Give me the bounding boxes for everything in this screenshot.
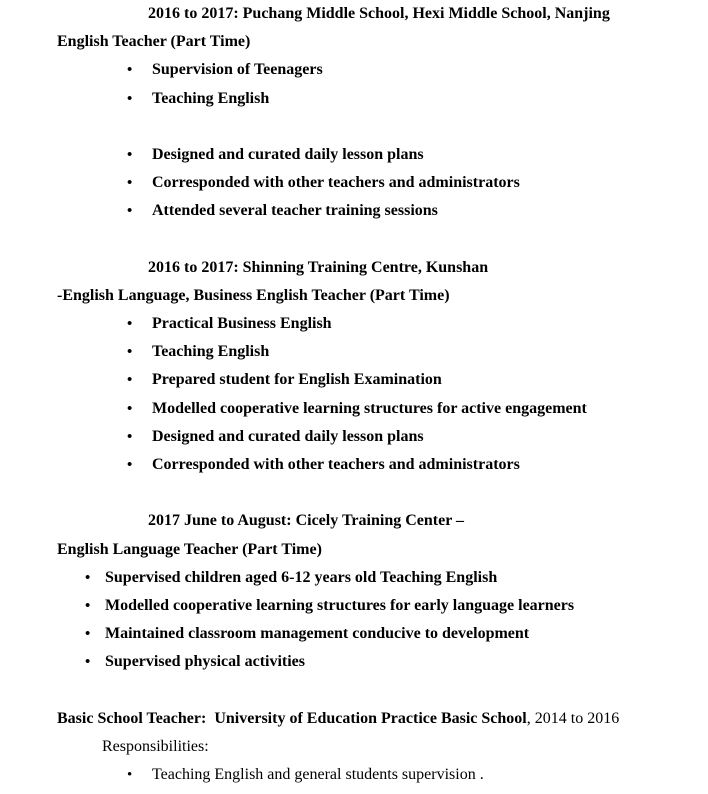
section-heading-text: 2017 June to August: Cicely Training Center – <box>148 512 465 530</box>
bullet-item-text: Designed and curated daily lesson plans <box>152 427 424 445</box>
section-heading-text: 2016 to 2017: Puchang Middle School, Hexi Middle School, Nanjing <box>148 5 610 22</box>
bullet-item <box>0 648 708 676</box>
bullet-item <box>0 451 708 479</box>
text-segment: , 2014 to 2016 <box>526 709 620 727</box>
paragraph-text: English Teacher (Part Time) <box>57 33 251 51</box>
bullet-item <box>0 423 708 451</box>
bullet-item <box>0 85 708 113</box>
bullet-item <box>0 338 708 366</box>
bullet-item <box>0 564 708 592</box>
bullet-item-text: Prepared student for English Examination <box>152 371 442 389</box>
bullet-item-text: Practical Business English <box>152 315 332 333</box>
blank-line <box>0 226 708 254</box>
bullet-icon: • <box>127 175 133 192</box>
paragraph <box>0 536 708 564</box>
bullet-icon: • <box>127 457 133 473</box>
bullet-item-text: Modelled cooperative learning structures for early language learners <box>105 596 575 614</box>
paragraph <box>0 733 708 761</box>
bullet-item-text: Supervised children aged 6-12 years old Teaching English <box>105 568 498 586</box>
bullet-icon: • <box>127 62 133 79</box>
section-heading <box>0 0 708 28</box>
bullet-item <box>0 141 708 169</box>
bullet-icon: • <box>127 428 133 445</box>
paragraph-text: English Language Teacher (Part Time) <box>57 540 322 558</box>
paragraph-text: -English Language, Business English Teacher (Part Time) <box>57 286 450 304</box>
bullet-item-text: Supervised physical activities <box>105 653 306 671</box>
bullet-icon: • <box>127 316 133 333</box>
bullet-item-text: Modelled cooperative learning structures for active engagement <box>152 399 587 417</box>
bullet-icon: • <box>127 203 133 220</box>
bullet-item <box>0 761 708 789</box>
section-heading <box>0 507 708 535</box>
blank-line <box>0 479 708 507</box>
bullet-icon: • <box>127 372 133 389</box>
bullet-item-text: Corresponded with other teachers and administrators <box>152 174 520 192</box>
bullet-item <box>0 56 708 84</box>
section-heading <box>0 254 708 282</box>
bullet-item <box>0 169 708 197</box>
bullet-icon: • <box>85 654 91 671</box>
bullet-item-text: Maintained classroom management conducive to development <box>105 625 530 643</box>
bullet-icon: • <box>85 626 91 643</box>
paragraph <box>0 28 708 56</box>
bullet-item-text: Supervision of Teenagers <box>152 61 323 79</box>
bullet-icon: • <box>127 400 133 417</box>
paragraph <box>0 282 708 310</box>
paragraph-text: Responsibilities: <box>102 737 209 755</box>
bullet-item <box>0 310 708 338</box>
text-segment: Basic School Teacher: University of Education Practice Basic School <box>57 709 527 727</box>
bullet-item-text: Teaching English <box>152 89 270 107</box>
bullet-icon: • <box>85 569 91 586</box>
bullet-item-text: Teaching English <box>152 343 270 361</box>
bullet-item <box>0 592 708 620</box>
bullet-item-text: Attended several teacher training sessions <box>152 202 438 220</box>
bullet-icon: • <box>85 597 91 614</box>
bullet-icon: • <box>127 344 133 361</box>
bullet-icon: • <box>127 90 133 107</box>
blank-line <box>0 677 708 705</box>
bullet-item-text: Corresponded with other teachers and administrators <box>152 456 520 473</box>
section-heading-text: 2016 to 2017: Shinning Training Centre, Kunshan <box>148 258 489 276</box>
job-title-line <box>0 705 708 733</box>
blank-line <box>0 113 708 141</box>
bullet-item <box>0 395 708 423</box>
bullet-item <box>0 366 708 394</box>
bullet-item-text: Teaching English and general students supervision . <box>152 766 484 784</box>
bullet-icon: • <box>127 146 133 163</box>
bullet-item <box>0 197 708 225</box>
bullet-item-text: Designed and curated daily lesson plans <box>152 145 424 163</box>
bullet-icon: • <box>127 767 133 784</box>
bullet-item <box>0 620 708 648</box>
